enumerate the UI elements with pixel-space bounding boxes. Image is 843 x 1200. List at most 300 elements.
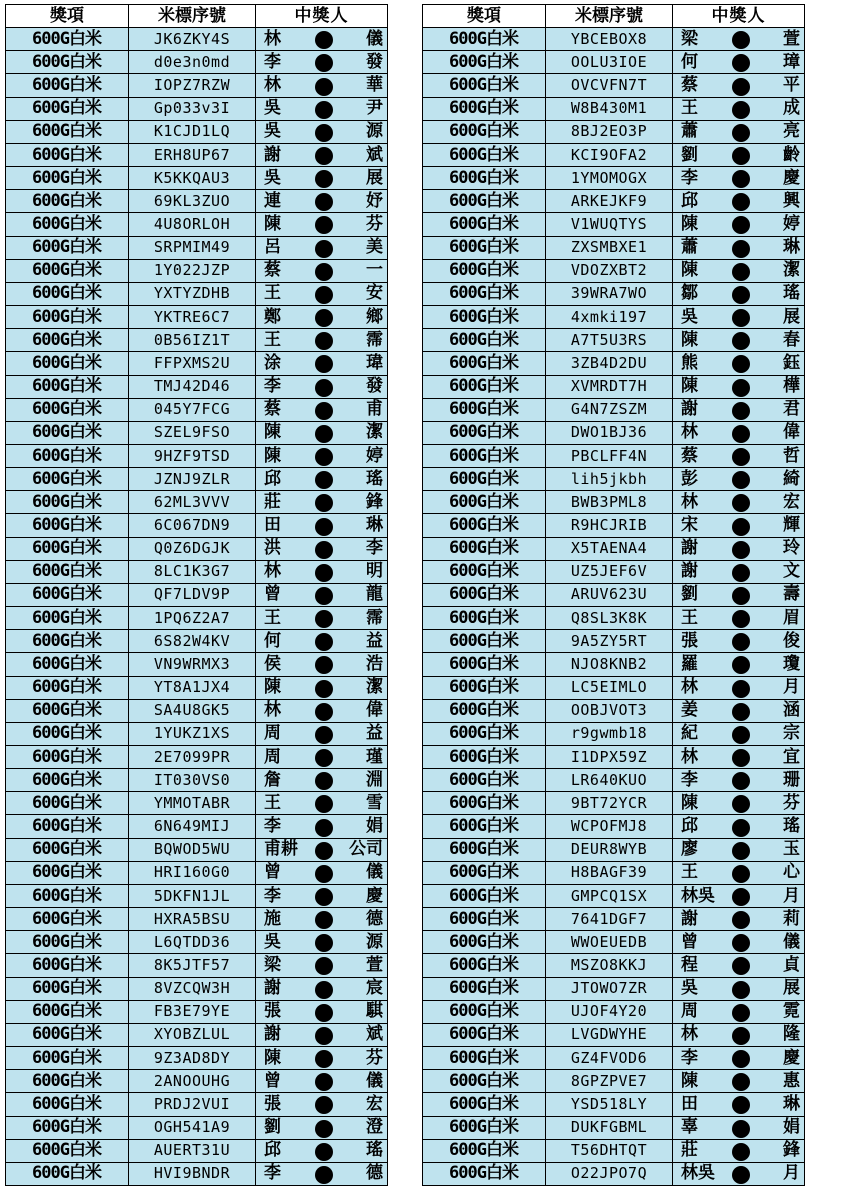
- name-mask-cell: [303, 329, 345, 352]
- winner-given-name: 妤: [345, 190, 388, 213]
- name-mask-cell: [303, 931, 345, 954]
- serial-cell: AUERT31U: [129, 1139, 256, 1162]
- serial-cell: YMMOTABR: [129, 792, 256, 815]
- winner-given-name: 宏: [762, 491, 805, 514]
- table-row: [423, 282, 805, 305]
- name-mask-cell: [303, 815, 345, 838]
- serial-cell: 9BT72YCR: [546, 792, 673, 815]
- table-row: [6, 699, 388, 722]
- winner-surname: 呂: [256, 236, 303, 259]
- prize-cell: 600G白米: [423, 908, 546, 931]
- winner-surname: 林: [256, 699, 303, 722]
- serial-cell: JTOWO7ZR: [546, 977, 673, 1000]
- winner-given-name: 慶: [345, 884, 388, 907]
- winner-given-name: 娟: [345, 815, 388, 838]
- name-mask-cell: [720, 884, 762, 907]
- winner-surname: 林: [256, 560, 303, 583]
- header-prize: 獎項: [6, 5, 129, 28]
- winner-given-name: 芬: [762, 792, 805, 815]
- prize-cell: 600G白米: [6, 74, 129, 97]
- table-row: [423, 815, 805, 838]
- prize-cell: 600G白米: [6, 51, 129, 74]
- name-mask-cell: [720, 537, 762, 560]
- table-row: [423, 861, 805, 884]
- name-mask-cell: [720, 1000, 762, 1023]
- winner-given-name: 潔: [762, 259, 805, 282]
- winner-given-name: 騏: [345, 1000, 388, 1023]
- table-row: [423, 514, 805, 537]
- prize-cell: 600G白米: [6, 167, 129, 190]
- winner-surname: 謝: [256, 1023, 303, 1046]
- prize-cell: 600G白米: [6, 1023, 129, 1046]
- serial-cell: 1Y022JZP: [129, 259, 256, 282]
- serial-cell: O22JPO7Q: [546, 1162, 673, 1185]
- winner-given-name: 瑤: [345, 468, 388, 491]
- name-mask-dot-icon: [732, 1166, 750, 1184]
- serial-cell: KCI9OFA2: [546, 143, 673, 166]
- serial-cell: SRPMIM49: [129, 236, 256, 259]
- winner-surname: 何: [673, 51, 720, 74]
- winner-surname: 張: [673, 630, 720, 653]
- serial-cell: WWOEUEDB: [546, 931, 673, 954]
- winner-surname: 劉: [673, 143, 720, 166]
- name-mask-cell: [303, 74, 345, 97]
- winner-surname: 田: [256, 514, 303, 537]
- name-mask-cell: [720, 607, 762, 630]
- name-mask-dot-icon: [315, 379, 333, 397]
- name-mask-dot-icon: [315, 494, 333, 512]
- prize-cell: 600G白米: [423, 444, 546, 467]
- winner-given-name: 展: [762, 306, 805, 329]
- serial-cell: ARUV623U: [546, 583, 673, 606]
- name-mask-cell: [303, 28, 345, 51]
- prize-cell: 600G白米: [423, 931, 546, 954]
- winner-surname: 王: [256, 792, 303, 815]
- prize-cell: 600G白米: [6, 120, 129, 143]
- name-mask-dot-icon: [732, 31, 750, 49]
- winner-surname: 邱: [673, 190, 720, 213]
- prize-cell: 600G白米: [6, 514, 129, 537]
- serial-cell: R9HCJRIB: [546, 514, 673, 537]
- winner-surname: 連: [256, 190, 303, 213]
- prize-cell: 600G白米: [6, 329, 129, 352]
- serial-cell: G4N7ZSZM: [546, 398, 673, 421]
- winners-table-right: [422, 4, 805, 1186]
- prize-cell: 600G白米: [423, 468, 546, 491]
- table-row: [6, 97, 388, 120]
- table-row: [6, 282, 388, 305]
- winner-surname: 曾: [256, 583, 303, 606]
- name-mask-cell: [303, 259, 345, 282]
- winner-surname: 陳: [256, 676, 303, 699]
- name-mask-dot-icon: [315, 680, 333, 698]
- name-mask-cell: [720, 143, 762, 166]
- winner-surname: 林: [256, 28, 303, 51]
- prize-cell: 600G白米: [423, 1023, 546, 1046]
- name-mask-dot-icon: [732, 124, 750, 142]
- winner-surname: 陳: [673, 1070, 720, 1093]
- winner-surname: 何: [256, 630, 303, 653]
- winner-given-name: 婷: [762, 213, 805, 236]
- name-mask-cell: [303, 1162, 345, 1185]
- winner-given-name: 美: [345, 236, 388, 259]
- table-row: [423, 954, 805, 977]
- table-row: [6, 931, 388, 954]
- winner-surname: 張: [256, 1000, 303, 1023]
- table-row: [6, 1162, 388, 1185]
- serial-cell: 1YUKZ1XS: [129, 722, 256, 745]
- winner-given-name: 甫: [345, 398, 388, 421]
- table-row: [6, 1047, 388, 1070]
- winner-surname: 王: [673, 861, 720, 884]
- serial-cell: K5KKQAU3: [129, 167, 256, 190]
- table-row: [423, 375, 805, 398]
- name-mask-dot-icon: [315, 703, 333, 721]
- table-row: [6, 213, 388, 236]
- table-row: [6, 51, 388, 74]
- winner-surname: 程: [673, 954, 720, 977]
- serial-cell: 39WRA7WO: [546, 282, 673, 305]
- winner-given-name: 俊: [762, 630, 805, 653]
- winner-surname: 李: [256, 1162, 303, 1185]
- name-mask-dot-icon: [732, 216, 750, 234]
- prize-cell: 600G白米: [423, 699, 546, 722]
- serial-cell: lih5jkbh: [546, 468, 673, 491]
- prize-cell: 600G白米: [6, 97, 129, 120]
- table-row: [423, 120, 805, 143]
- name-mask-dot-icon: [732, 749, 750, 767]
- name-mask-cell: [303, 954, 345, 977]
- winner-given-name: 莉: [762, 908, 805, 931]
- name-mask-cell: [720, 838, 762, 861]
- name-mask-cell: [303, 1000, 345, 1023]
- name-mask-cell: [303, 190, 345, 213]
- name-mask-dot-icon: [732, 633, 750, 651]
- prize-cell: 600G白米: [6, 884, 129, 907]
- serial-cell: LC5EIMLO: [546, 676, 673, 699]
- name-mask-cell: [303, 746, 345, 769]
- winner-given-name: 珊: [762, 769, 805, 792]
- serial-cell: YSD518LY: [546, 1093, 673, 1116]
- name-mask-dot-icon: [732, 355, 750, 373]
- table-row: [6, 375, 388, 398]
- name-mask-dot-icon: [315, 1096, 333, 1114]
- table-row: [6, 329, 388, 352]
- name-mask-dot-icon: [732, 981, 750, 999]
- winner-surname: 陳: [673, 329, 720, 352]
- serial-cell: 4U8ORLOH: [129, 213, 256, 236]
- winner-surname: 姜: [673, 699, 720, 722]
- table-row: [423, 213, 805, 236]
- serial-cell: 4xmki197: [546, 306, 673, 329]
- winner-surname: 李: [673, 167, 720, 190]
- table-row: [6, 1000, 388, 1023]
- name-mask-cell: [303, 861, 345, 884]
- serial-cell: ERH8UP67: [129, 143, 256, 166]
- winner-surname: 王: [256, 607, 303, 630]
- winner-surname: 王: [673, 607, 720, 630]
- winner-surname: 蔡: [256, 398, 303, 421]
- prize-cell: 600G白米: [423, 746, 546, 769]
- table-row: [423, 607, 805, 630]
- header-winner: 中獎人: [256, 5, 388, 28]
- name-mask-dot-icon: [732, 425, 750, 443]
- name-mask-dot-icon: [732, 286, 750, 304]
- name-mask-dot-icon: [315, 610, 333, 628]
- name-mask-cell: [303, 769, 345, 792]
- winner-surname: 陳: [256, 213, 303, 236]
- name-mask-cell: [303, 120, 345, 143]
- prize-cell: 600G白米: [423, 954, 546, 977]
- name-mask-dot-icon: [732, 1073, 750, 1091]
- serial-cell: Q8SL3K8K: [546, 607, 673, 630]
- winner-given-name: 璋: [762, 51, 805, 74]
- table-row: [6, 838, 388, 861]
- name-mask-dot-icon: [315, 957, 333, 975]
- prize-cell: 600G白米: [423, 213, 546, 236]
- name-mask-dot-icon: [732, 309, 750, 327]
- serial-cell: XVMRDT7H: [546, 375, 673, 398]
- serial-cell: YT8A1JX4: [129, 676, 256, 699]
- name-mask-dot-icon: [315, 633, 333, 651]
- name-mask-cell: [303, 1023, 345, 1046]
- name-mask-dot-icon: [732, 541, 750, 559]
- prize-cell: 600G白米: [6, 398, 129, 421]
- table-row: [423, 190, 805, 213]
- serial-cell: GMPCQ1SX: [546, 884, 673, 907]
- name-mask-cell: [303, 838, 345, 861]
- table-row: [423, 1116, 805, 1139]
- prize-cell: 600G白米: [423, 421, 546, 444]
- winners-body-right: [423, 28, 805, 1186]
- prize-cell: 600G白米: [6, 1000, 129, 1023]
- name-mask-cell: [720, 931, 762, 954]
- winner-given-name: 壽: [762, 583, 805, 606]
- prize-cell: 600G白米: [423, 583, 546, 606]
- name-mask-dot-icon: [732, 379, 750, 397]
- prize-cell: 600G白米: [6, 676, 129, 699]
- serial-cell: 2E7099PR: [129, 746, 256, 769]
- serial-cell: DUKFGBML: [546, 1116, 673, 1139]
- serial-cell: 6C067DN9: [129, 514, 256, 537]
- serial-cell: d0e3n0md: [129, 51, 256, 74]
- prize-cell: 600G白米: [6, 1070, 129, 1093]
- table-row: [6, 1139, 388, 1162]
- serial-cell: ARKEJKF9: [546, 190, 673, 213]
- prize-cell: 600G白米: [6, 977, 129, 1000]
- winner-given-name: 瓊: [762, 653, 805, 676]
- table-row: [423, 769, 805, 792]
- prize-cell: 600G白米: [423, 97, 546, 120]
- name-mask-dot-icon: [732, 564, 750, 582]
- winner-surname: 邱: [673, 815, 720, 838]
- table-row: [6, 259, 388, 282]
- winner-given-name: 宜: [762, 746, 805, 769]
- table-row: [6, 468, 388, 491]
- winner-surname: 林: [673, 1023, 720, 1046]
- prize-cell: 600G白米: [6, 722, 129, 745]
- header-row: [423, 5, 805, 28]
- name-mask-dot-icon: [732, 54, 750, 72]
- winner-given-name: 發: [345, 375, 388, 398]
- name-mask-cell: [303, 560, 345, 583]
- serial-cell: X5TAENA4: [546, 537, 673, 560]
- serial-cell: VDOZXBT2: [546, 259, 673, 282]
- header-serial: 米標序號: [546, 5, 673, 28]
- prize-cell: 600G白米: [423, 329, 546, 352]
- name-mask-dot-icon: [315, 564, 333, 582]
- winner-given-name: 宏: [345, 1093, 388, 1116]
- winners-table-left: [5, 4, 388, 1186]
- winner-surname: 吳: [256, 931, 303, 954]
- winner-given-name: 文: [762, 560, 805, 583]
- serial-cell: r9gwmb18: [546, 722, 673, 745]
- prize-cell: 600G白米: [423, 28, 546, 51]
- name-mask-cell: [720, 352, 762, 375]
- winner-surname: 田: [673, 1093, 720, 1116]
- table-row: [6, 120, 388, 143]
- name-mask-dot-icon: [732, 1120, 750, 1138]
- prize-cell: 600G白米: [423, 653, 546, 676]
- winner-given-name: 亮: [762, 120, 805, 143]
- winner-surname: 施: [256, 908, 303, 931]
- prize-cell: 600G白米: [423, 491, 546, 514]
- serial-cell: Gp033v3I: [129, 97, 256, 120]
- winner-surname: 宋: [673, 514, 720, 537]
- name-mask-cell: [720, 306, 762, 329]
- winner-surname: 辜: [673, 1116, 720, 1139]
- serial-cell: HVI9BNDR: [129, 1162, 256, 1185]
- table-row: [6, 977, 388, 1000]
- name-mask-cell: [720, 1023, 762, 1046]
- table-row: [6, 537, 388, 560]
- winner-surname: 蕭: [673, 120, 720, 143]
- name-mask-dot-icon: [315, 541, 333, 559]
- name-mask-dot-icon: [315, 865, 333, 883]
- winner-given-name: 益: [345, 630, 388, 653]
- table-row: [423, 838, 805, 861]
- winner-surname: 甫耕: [256, 838, 303, 861]
- name-mask-cell: [720, 74, 762, 97]
- prize-cell: 600G白米: [423, 1047, 546, 1070]
- winner-surname: 林: [673, 746, 720, 769]
- serial-cell: DEUR8WYB: [546, 838, 673, 861]
- winner-given-name: 綺: [762, 468, 805, 491]
- winner-surname: 曾: [256, 1070, 303, 1093]
- name-mask-dot-icon: [732, 448, 750, 466]
- name-mask-cell: [303, 1070, 345, 1093]
- winner-given-name: 樺: [762, 375, 805, 398]
- name-mask-cell: [303, 51, 345, 74]
- name-mask-cell: [303, 491, 345, 514]
- winner-surname: 李: [673, 1047, 720, 1070]
- serial-cell: DWO1BJ36: [546, 421, 673, 444]
- prize-cell: 600G白米: [423, 630, 546, 653]
- winner-surname: 劉: [673, 583, 720, 606]
- winner-surname: 謝: [673, 908, 720, 931]
- winner-given-name: 慶: [762, 167, 805, 190]
- name-mask-cell: [720, 398, 762, 421]
- serial-cell: IT030VS0: [129, 769, 256, 792]
- name-mask-dot-icon: [315, 240, 333, 258]
- winner-surname: 鄭: [256, 306, 303, 329]
- winner-surname: 邱: [256, 468, 303, 491]
- table-row: [6, 583, 388, 606]
- name-mask-dot-icon: [732, 911, 750, 929]
- prize-cell: 600G白米: [6, 815, 129, 838]
- prize-cell: 600G白米: [423, 398, 546, 421]
- serial-cell: 0B56IZ1T: [129, 329, 256, 352]
- prize-cell: 600G白米: [423, 977, 546, 1000]
- table-row: [423, 1162, 805, 1185]
- winner-surname: 詹: [256, 769, 303, 792]
- winner-given-name: 安: [345, 282, 388, 305]
- winner-given-name: 君: [762, 398, 805, 421]
- prize-cell: 600G白米: [423, 861, 546, 884]
- winner-given-name: 龍: [345, 583, 388, 606]
- winner-given-name: 芬: [345, 213, 388, 236]
- winner-given-name: 浩: [345, 653, 388, 676]
- winner-given-name: 儀: [762, 931, 805, 954]
- table-row: [423, 28, 805, 51]
- winner-surname: 莊: [256, 491, 303, 514]
- name-mask-cell: [720, 792, 762, 815]
- winner-surname: 羅: [673, 653, 720, 676]
- table-row: [423, 630, 805, 653]
- prize-cell: 600G白米: [423, 722, 546, 745]
- name-mask-cell: [303, 143, 345, 166]
- winner-given-name: 霓: [762, 1000, 805, 1023]
- winner-given-name: 鋒: [345, 491, 388, 514]
- name-mask-cell: [720, 375, 762, 398]
- name-mask-dot-icon: [732, 587, 750, 605]
- winner-given-name: 發: [345, 51, 388, 74]
- serial-cell: MSZO8KKJ: [546, 954, 673, 977]
- name-mask-dot-icon: [315, 1143, 333, 1161]
- name-mask-cell: [720, 861, 762, 884]
- table-row: [6, 954, 388, 977]
- name-mask-dot-icon: [732, 656, 750, 674]
- serial-cell: 69KL3ZUO: [129, 190, 256, 213]
- winner-given-name: 春: [762, 329, 805, 352]
- header-prize: 獎項: [423, 5, 546, 28]
- serial-cell: Q0Z6DGJK: [129, 537, 256, 560]
- winner-surname: 吳: [256, 120, 303, 143]
- winner-surname: 熊: [673, 352, 720, 375]
- table-row: [423, 236, 805, 259]
- winner-given-name: 琳: [762, 1093, 805, 1116]
- prize-cell: 600G白米: [423, 74, 546, 97]
- header-serial: 米標序號: [129, 5, 256, 28]
- winner-given-name: 瑾: [345, 746, 388, 769]
- winner-surname: 莊: [673, 1139, 720, 1162]
- table-row: [423, 908, 805, 931]
- table-row: [423, 97, 805, 120]
- name-mask-dot-icon: [315, 355, 333, 373]
- winner-given-name: 公司: [345, 838, 388, 861]
- serial-cell: PRDJ2VUI: [129, 1093, 256, 1116]
- table-row: [6, 1093, 388, 1116]
- name-mask-dot-icon: [732, 494, 750, 512]
- name-mask-dot-icon: [315, 795, 333, 813]
- name-mask-dot-icon: [732, 101, 750, 119]
- serial-cell: 045Y7FCG: [129, 398, 256, 421]
- name-mask-cell: [720, 560, 762, 583]
- serial-cell: XYOBZLUL: [129, 1023, 256, 1046]
- name-mask-cell: [720, 97, 762, 120]
- winner-surname: 謝: [256, 977, 303, 1000]
- winner-given-name: 興: [762, 190, 805, 213]
